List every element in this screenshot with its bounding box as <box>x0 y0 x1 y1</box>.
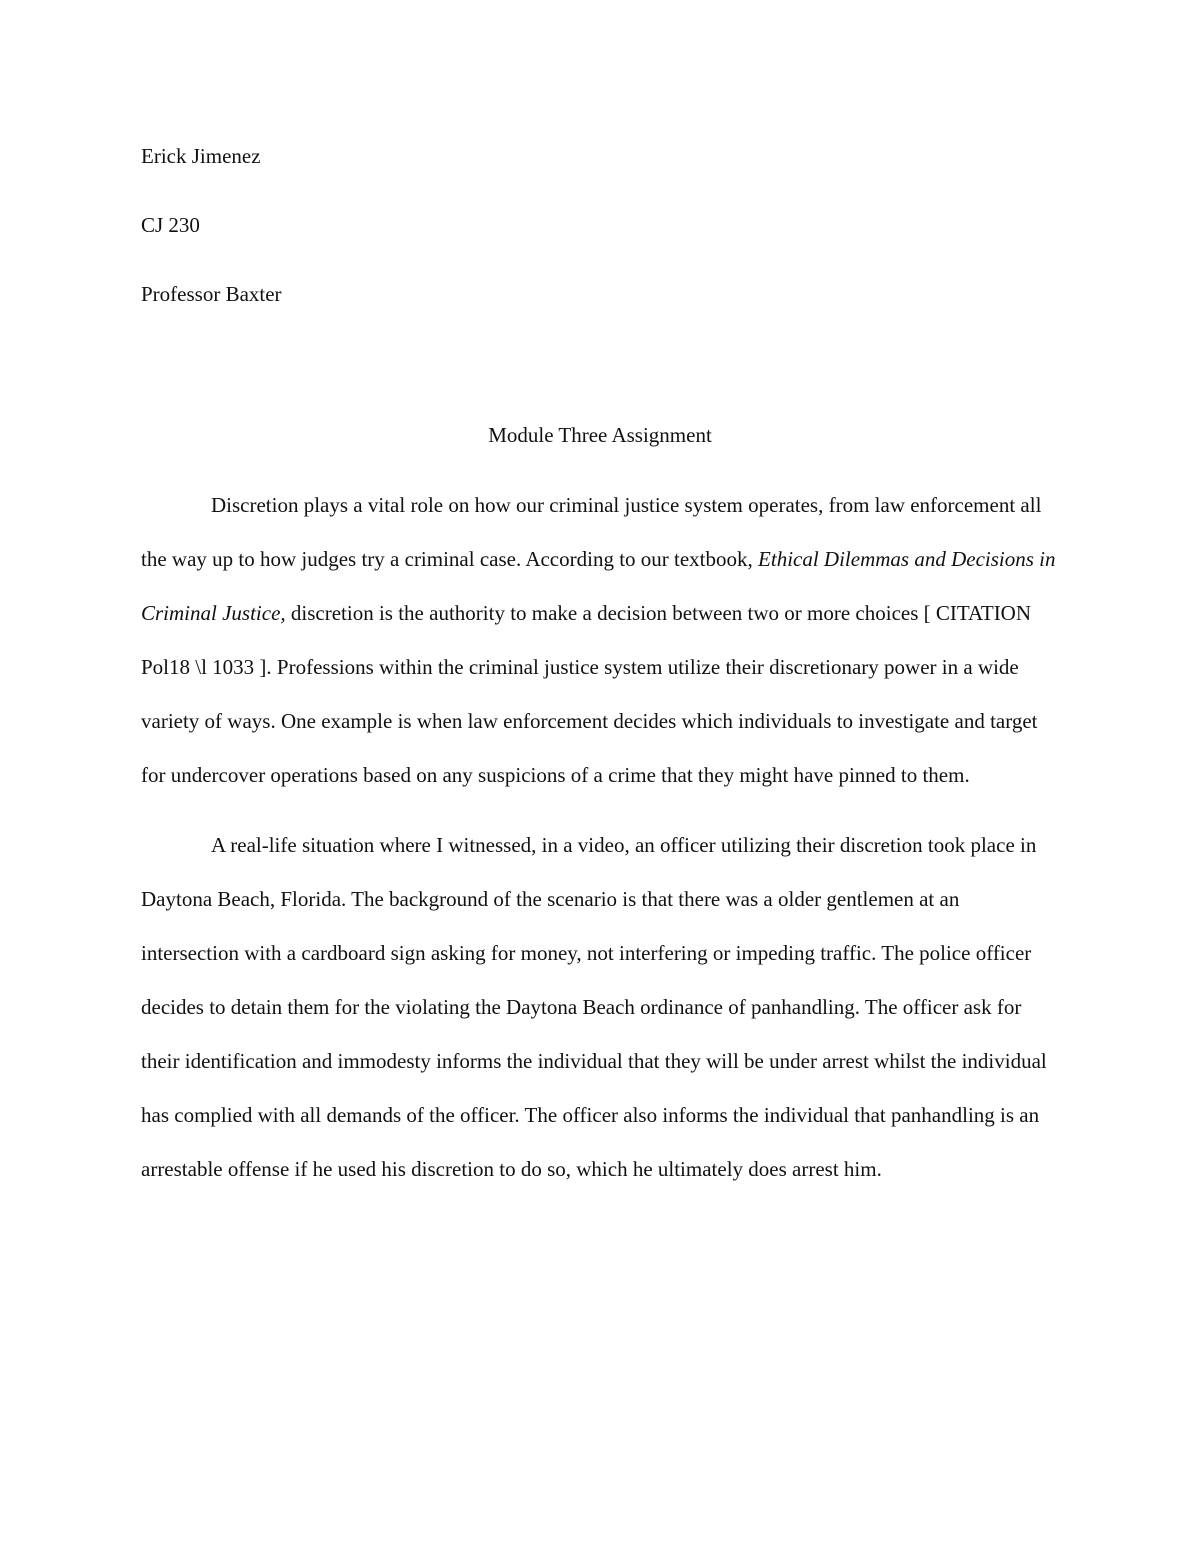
book-title: Ethical Dilemmas and Decisions in Criminal Justice, <box>141 547 1056 625</box>
author-name: Erick Jimenez <box>141 144 261 168</box>
instructor-name: Professor Baxter <box>141 282 282 306</box>
course-code: CJ 230 <box>141 213 200 237</box>
paragraph-1-text-a: Discretion plays a vital role on how our criminal justice system operates, from law enforcement all the way up to how judges try a criminal case. According to our textbook, <box>141 493 1042 571</box>
paragraph-1-text-b: discretion is the authority to make a decision between two or more choices [ CITATION Pol18 \l 1033 ]. Professions within the criminal justice system utilize their discretionary power in a wide variety of ways. One example is when law enforcement decides which individuals to investigate and target for undercover operations based on any suspicions of a crime that they might have pinned to them. <box>141 601 1038 787</box>
document-title: Module Three Assignment <box>488 423 712 447</box>
paragraph-2: A real-life situation where I witnessed, in a video, an officer utilizing their discretion took place in Daytona Beach, Florida. The background of the scenario is that there was a older gentlemen at an intersection with a cardboard sign asking for money, not interfering or impeding traffic. The police officer decides to detain them for the violating the Daytona Beach ordinance of panhandling. The officer ask for their identification and immodesty informs the individual that they will be under arrest whilst the individual has complied with all demands of the officer. The officer also informs the individual that panhandling is an arrestable offense if he used his discretion to do so, which he ultimately does arrest him. <box>141 833 1047 1181</box>
paragraph-1 <box>141 478 1059 802</box>
document-body <box>141 478 1059 1196</box>
